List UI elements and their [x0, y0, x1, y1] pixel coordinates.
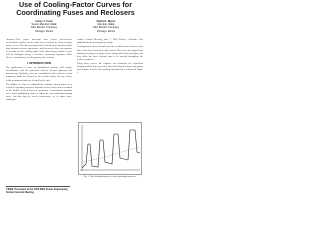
author-name: Carey J. Cook	[35, 20, 53, 23]
author-role: Senior Member, IEEE	[31, 23, 57, 27]
body-paragraph: Author Council Meeting, June 7, 2005 Denver, Colorado. Also published in the meeting proceedings.	[77, 38, 143, 45]
author-city: Chicago, Illinois	[34, 29, 54, 33]
footer-note	[6, 188, 76, 194]
body-paragraph: The application of fuses on distribution systems will require coordination with the protective devices located upstream and downstream. Typically, fuses are coordinated with reclosers so that temporary faults are cleared by the recloser before the fuse melts, while permanent faults are cleared by the fuse.	[6, 66, 72, 82]
author-1	[14, 20, 74, 33]
author-company: S&C Electric Company	[92, 26, 120, 30]
author-role: Member, IEEE	[97, 23, 115, 27]
author-city: Chicago, Illinois	[96, 29, 116, 33]
body-paragraph: The ability of a fuse to withstand the multiple current pulses of a recloser's operating sequence depends on how much heat is retained in the fusible element between operations. Conventional methods use a fixed multiplying factor to adjust the fuse minimum-melting curve, but this may be overly conservative or, in some cases, inadequate.	[6, 82, 72, 102]
body-paragraph: Cooling-factor curves describe the rate at which a fuse element cools after it has been heated by fault current. They were developed from laboratory testing of a range of fuse ratings and element designs, and they allow the fuse's thermal state to be tracked throughout the recloser sequence.	[77, 45, 143, 61]
body-paragraph: Using these curves, the engineer can determine the equivalent heating produced by successive fast and delayed recloser operations and compare it to the fuse melting characteristic, as shown in Figure 1.	[77, 62, 143, 75]
author-name: David G. Myers	[96, 20, 116, 23]
figure-1	[78, 122, 142, 180]
figure-1-graphic	[78, 122, 142, 175]
right-column	[77, 38, 143, 76]
title-line-2: Coordinating Fuses and Reclosers	[16, 8, 135, 17]
title-line-1: Use of Cooling-Factor Curves for	[18, 0, 132, 9]
author-2	[76, 20, 136, 33]
paper-title	[8, 1, 143, 17]
abstract: Abstract—This paper describes how power fuse/recloser coordination studies can be made more accurate by using cooling-factor curves. The data presented show that the fuse elements retain heat between recloser operations, and the curves allow the engineer to account for this heating effect when determining whether a fuse will be damaged during a recloser's operating sequence. Index Terms—coordination, cooling factor, fuse, recloser.	[6, 38, 72, 60]
footer-line-1: ©IEEE. Presented at the 2005 IEEE Power Engineering	[6, 187, 68, 191]
left-column	[6, 38, 72, 103]
figure-caption: Fig. 1. Fuse heating during a recloser operating sequence.	[83, 176, 137, 178]
paper-page	[0, 0, 149, 198]
footer-line-2: Society General Meeting	[6, 190, 34, 194]
author-block	[0, 20, 149, 36]
figure-frame	[79, 123, 142, 175]
author-company: S&C Electric Company	[30, 26, 58, 30]
section-heading-introduction: I. INTRODUCTION	[27, 60, 51, 65]
